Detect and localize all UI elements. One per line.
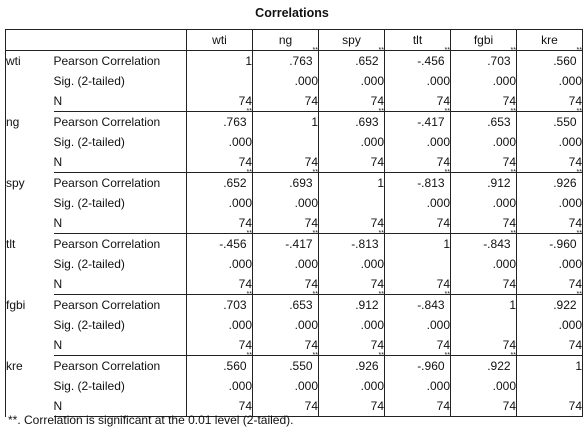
correlation-value: 1	[575, 359, 582, 373]
value-cell: .000	[253, 376, 319, 396]
value-cell: .000	[517, 193, 583, 213]
correlation-value: .652	[355, 54, 379, 68]
value-cell: 74	[517, 152, 583, 173]
value-cell	[319, 173, 385, 194]
value-cell: 74	[385, 91, 451, 112]
correlation-table	[5, 29, 583, 417]
value-cell: .000	[253, 315, 319, 335]
significance-marker: **	[378, 230, 384, 237]
value-cell: .000	[253, 193, 319, 213]
significance-marker: **	[378, 47, 384, 54]
correlation-value: .653	[289, 298, 313, 312]
value-cell: .000	[517, 254, 583, 274]
significance-marker: **	[312, 169, 318, 176]
correlation-value: -.813	[351, 237, 379, 251]
significance-marker: **	[312, 47, 318, 54]
statistic-label: Sig. (2-tailed)	[54, 132, 187, 152]
significance-marker: **	[576, 230, 582, 237]
value-cell: 74	[451, 335, 517, 356]
value-cell	[253, 230, 319, 255]
value-cell: .000	[319, 254, 385, 274]
column-header: spy	[319, 30, 385, 51]
correlation-value: -.843	[483, 237, 511, 251]
row-variable-label: kre	[6, 356, 54, 417]
value-cell	[517, 356, 583, 377]
value-cell	[319, 352, 385, 377]
significance-marker: **	[510, 230, 516, 237]
correlation-value: -.456	[219, 237, 247, 251]
value-cell: 74	[451, 91, 517, 112]
value-cell: 74	[319, 213, 385, 234]
value-cell	[187, 291, 253, 316]
correlation-value: 1	[509, 298, 516, 312]
value-cell: 74	[319, 396, 385, 417]
value-cell: 74	[253, 396, 319, 417]
value-cell: 74	[451, 274, 517, 295]
value-cell: .000	[319, 376, 385, 396]
correlation-value: .926	[553, 176, 577, 190]
correlation-value: .550	[289, 359, 313, 373]
correlation-value: 1	[443, 237, 450, 251]
value-cell: .000	[385, 71, 451, 91]
significance-marker: **	[510, 108, 516, 115]
significance-marker: **	[576, 108, 582, 115]
correlation-value: .926	[355, 359, 379, 373]
statistic-label: Pearson Correlation	[54, 112, 187, 133]
value-cell	[187, 51, 253, 72]
correlation-value: -.960	[417, 359, 445, 373]
value-cell	[319, 47, 385, 72]
value-cell	[319, 108, 385, 133]
statistic-label: Sig. (2-tailed)	[54, 193, 187, 213]
table-row	[6, 356, 583, 377]
correlation-value: .653	[487, 115, 511, 129]
value-cell	[253, 47, 319, 72]
value-cell: .000	[451, 254, 517, 274]
row-variable-label: spy	[6, 173, 54, 234]
table-row	[6, 152, 583, 173]
value-cell: .000	[187, 315, 253, 335]
value-cell: 74	[187, 335, 253, 356]
correlation-value: -.813	[417, 176, 445, 190]
header-corner	[6, 30, 187, 51]
value-cell	[517, 291, 583, 316]
value-cell: 74	[385, 213, 451, 234]
significance-marker: **	[576, 47, 582, 54]
row-variable-label: fgbi	[6, 295, 54, 356]
value-cell: .000	[451, 376, 517, 396]
value-cell: 74	[385, 152, 451, 173]
table-row	[6, 234, 583, 255]
correlation-value: -.843	[417, 298, 445, 312]
table-row	[6, 173, 583, 194]
table-row	[6, 71, 583, 91]
column-header: fgbi	[451, 30, 517, 51]
correlation-value: .560	[223, 359, 247, 373]
statistic-label: N	[54, 274, 187, 295]
correlation-value: -.417	[285, 237, 313, 251]
value-cell: .000	[451, 71, 517, 91]
value-cell: .000	[187, 376, 253, 396]
table-row	[6, 193, 583, 213]
correlation-value: .912	[355, 298, 379, 312]
value-cell: .000	[187, 193, 253, 213]
header-row	[6, 30, 583, 51]
value-cell	[253, 169, 319, 194]
column-header: tlt	[385, 30, 451, 51]
value-cell	[451, 47, 517, 72]
correlation-value: -.960	[549, 237, 577, 251]
value-cell	[187, 230, 253, 255]
significance-marker: **	[444, 169, 450, 176]
statistic-label: Pearson Correlation	[54, 234, 187, 255]
value-cell: .000	[187, 254, 253, 274]
value-cell	[517, 230, 583, 255]
correlation-value: .560	[553, 54, 577, 68]
significance-marker: **	[246, 108, 252, 115]
row-variable-label: tlt	[6, 234, 54, 295]
value-cell	[253, 112, 319, 133]
statistic-label: N	[54, 213, 187, 234]
value-cell	[451, 169, 517, 194]
correlation-value: -.456	[417, 54, 445, 68]
value-cell: .000	[319, 71, 385, 91]
correlation-value: .922	[553, 298, 577, 312]
value-cell: 74	[517, 396, 583, 417]
correlation-value: .912	[487, 176, 511, 190]
value-cell: 74	[319, 274, 385, 295]
value-cell: .000	[517, 315, 583, 335]
value-cell	[385, 108, 451, 133]
correlation-value: .703	[487, 54, 511, 68]
value-cell: .000	[253, 71, 319, 91]
value-cell: .000	[319, 315, 385, 335]
value-cell: .000	[451, 132, 517, 152]
value-cell	[517, 169, 583, 194]
statistic-label: N	[54, 152, 187, 173]
value-cell: 74	[517, 91, 583, 112]
value-cell: 74	[253, 91, 319, 112]
significance-marker: **	[510, 169, 516, 176]
correlation-value: .550	[553, 115, 577, 129]
value-cell: 74	[253, 274, 319, 295]
statistic-label: Sig. (2-tailed)	[54, 315, 187, 335]
statistic-label: N	[54, 91, 187, 112]
value-cell: 74	[517, 335, 583, 356]
significance-marker: **	[246, 169, 252, 176]
significance-marker: **	[312, 230, 318, 237]
value-cell	[187, 169, 253, 194]
value-cell	[187, 108, 253, 133]
significance-marker: **	[378, 352, 384, 359]
value-cell: 74	[187, 396, 253, 417]
table-row	[6, 315, 583, 335]
value-cell: 74	[253, 335, 319, 356]
significance-marker: **	[576, 169, 582, 176]
statistic-label: Sig. (2-tailed)	[54, 71, 187, 91]
value-cell: .000	[253, 254, 319, 274]
statistic-label: Pearson Correlation	[54, 51, 187, 72]
correlation-value: .763	[223, 115, 247, 129]
value-cell	[319, 230, 385, 255]
significance-marker: **	[246, 291, 252, 298]
row-variable-label: wti	[6, 51, 54, 112]
column-header: kre	[517, 30, 583, 51]
value-cell	[385, 291, 451, 316]
table-row	[6, 132, 583, 152]
significance-marker: **	[444, 352, 450, 359]
value-cell: .000	[517, 71, 583, 91]
value-cell: 74	[385, 396, 451, 417]
correlation-value: 1	[311, 115, 318, 129]
value-cell	[253, 291, 319, 316]
value-cell: 74	[253, 213, 319, 234]
statistic-label: Sig. (2-tailed)	[54, 376, 187, 396]
significance-marker: **	[510, 352, 516, 359]
significance-marker: **	[378, 291, 384, 298]
value-cell: 74	[187, 152, 253, 173]
value-cell	[385, 254, 451, 274]
value-cell	[187, 352, 253, 377]
table-title: Correlations	[255, 6, 329, 20]
table-row	[6, 254, 583, 274]
value-cell	[319, 291, 385, 316]
value-cell	[319, 193, 385, 213]
value-cell	[517, 108, 583, 133]
significance-marker: **	[576, 291, 582, 298]
correlation-value: .922	[487, 359, 511, 373]
value-cell: .000	[187, 132, 253, 152]
value-cell	[385, 234, 451, 255]
statistic-label: Pearson Correlation	[54, 295, 187, 316]
value-cell	[451, 315, 517, 335]
correlation-value: .703	[223, 298, 247, 312]
table-row	[6, 91, 583, 112]
value-cell: .000	[385, 376, 451, 396]
value-cell: 74	[187, 91, 253, 112]
value-cell	[385, 169, 451, 194]
statistic-label: Sig. (2-tailed)	[54, 254, 187, 274]
value-cell: 74	[451, 213, 517, 234]
statistic-label: N	[54, 396, 187, 417]
value-cell: 74	[517, 274, 583, 295]
correlation-value: .693	[289, 176, 313, 190]
significance-marker: **	[312, 352, 318, 359]
significance-marker: **	[444, 47, 450, 54]
significance-marker: **	[444, 108, 450, 115]
table-row	[6, 376, 583, 396]
column-header: wti	[187, 30, 253, 51]
significance-marker: **	[246, 230, 252, 237]
value-cell: 74	[451, 152, 517, 173]
value-cell	[253, 352, 319, 377]
value-cell: 74	[253, 152, 319, 173]
value-cell	[451, 295, 517, 316]
value-cell: 74	[385, 274, 451, 295]
footnote: **. Correlation is significant at the 0.01 level (2-tailed).	[8, 413, 294, 427]
value-cell: .000	[385, 315, 451, 335]
correlation-value: -.417	[417, 115, 445, 129]
statistic-label: Pearson Correlation	[54, 173, 187, 194]
value-cell: 74	[319, 152, 385, 173]
value-cell: .000	[385, 193, 451, 213]
table-row	[6, 112, 583, 133]
significance-marker: **	[378, 108, 384, 115]
value-cell	[187, 71, 253, 91]
table-row	[6, 295, 583, 316]
value-cell	[451, 230, 517, 255]
correlation-value: 1	[377, 176, 384, 190]
value-cell: .000	[385, 132, 451, 152]
statistic-label: N	[54, 335, 187, 356]
value-cell: 74	[385, 335, 451, 356]
value-cell	[451, 352, 517, 377]
correlation-value: .693	[355, 115, 379, 129]
value-cell: 74	[187, 274, 253, 295]
value-cell: 74	[451, 396, 517, 417]
table-row	[6, 274, 583, 295]
table-row	[6, 51, 583, 72]
value-cell: 74	[517, 213, 583, 234]
value-cell	[451, 108, 517, 133]
significance-marker: **	[246, 352, 252, 359]
value-cell	[517, 376, 583, 396]
value-cell	[253, 132, 319, 152]
column-header: ng	[253, 30, 319, 51]
value-cell	[385, 352, 451, 377]
value-cell: .000	[517, 132, 583, 152]
significance-marker: **	[312, 291, 318, 298]
correlation-value: .652	[223, 176, 247, 190]
value-cell	[385, 47, 451, 72]
value-cell	[517, 47, 583, 72]
value-cell: .000	[319, 132, 385, 152]
value-cell: 74	[187, 213, 253, 234]
value-cell: 74	[319, 335, 385, 356]
table-row	[6, 213, 583, 234]
statistic-label: Pearson Correlation	[54, 356, 187, 377]
table-row	[6, 335, 583, 356]
value-cell: .000	[451, 193, 517, 213]
value-cell: 74	[319, 91, 385, 112]
row-variable-label: ng	[6, 112, 54, 173]
significance-marker: **	[510, 47, 516, 54]
correlation-value: 1	[245, 54, 252, 68]
significance-marker: **	[444, 291, 450, 298]
correlation-value: .763	[289, 54, 313, 68]
